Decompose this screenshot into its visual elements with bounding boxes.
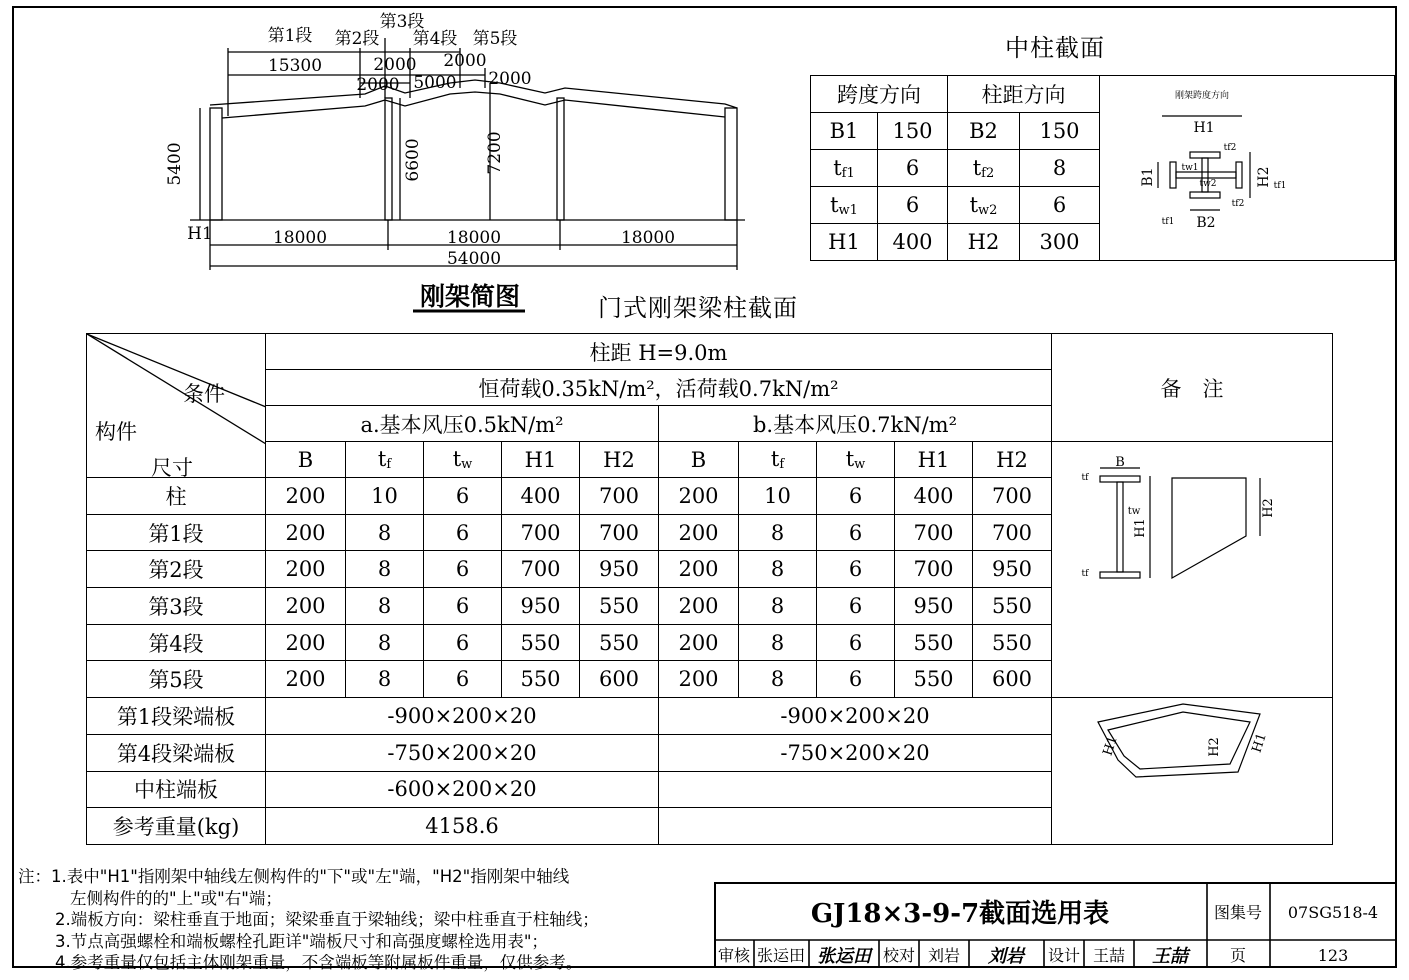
cell: 600 [973,661,1052,698]
cell: 700 [502,551,580,588]
cell: 6 [424,624,502,661]
mc-tf2-value: 8 [1020,150,1100,187]
dim-2000-b: 2000 [443,51,487,71]
cell: 6 [817,514,895,551]
endplate-sketch [1088,702,1288,792]
dim-5000: 5000 [413,73,457,93]
main-table-title: 门式刚架梁柱截面 [598,294,798,322]
cell: 550 [580,588,659,625]
cell: 200 [659,551,739,588]
mc-tw2-value: 6 [1020,187,1100,224]
header-spacing-direction: 柱距方向 [948,76,1100,113]
col-header: H1 [502,442,580,478]
sketch-tf-top: tf [1081,473,1089,483]
header-condition: 条件 [183,382,225,406]
cell: 550 [580,624,659,661]
row-label-segment-3: 第3段 [87,588,266,625]
reviewer-signature: 张运田 [817,946,871,967]
bay-1-dim: 18000 [272,228,328,248]
cell: 700 [895,551,973,588]
wind-b-header: b.基本风压0.7kN/m² [659,406,1052,442]
base-label-h1: H1 [187,224,213,244]
empty-cell [659,808,1052,845]
title-block-grid [714,882,1397,968]
segment-5-label: 第5段 [472,29,518,49]
cell: 550 [973,624,1052,661]
middle-column-table [810,75,1395,261]
segment-2-label: 第2段 [334,29,380,49]
row-label-segment-2: 第2段 [87,551,266,588]
cell: 550 [895,661,973,698]
load-header: 恒荷载0.35kN/m²，活荷载0.7kN/m² [266,370,1052,406]
sketch-h2-remark: H2 [1261,498,1276,518]
note-line: 4.参考重量仅包括主体刚架重量，不含端板等附属板件重量，仅供参考。 [55,953,583,972]
col-header: tf [346,442,424,478]
sketch-b1: B1 [1140,167,1156,187]
row-label-seg1-endplate: 第1段梁端板 [87,698,266,735]
atlas-label: 图集号 [1213,903,1263,922]
col-header: H1 [895,442,973,478]
cell: 600 [580,661,659,698]
height-5400: 5400 [165,142,185,186]
remarks-section-sketch-cell [1052,442,1333,698]
frame-diagram [160,8,760,318]
middle-column-sketch [1130,82,1310,252]
col-header: H2 [580,442,659,478]
header-span-direction: 跨度方向 [811,76,948,113]
cell: 8 [346,514,424,551]
row-label-segment-5: 第5段 [87,661,266,698]
sketch-tf2: tf2 [1223,143,1237,153]
mc-b2-value: 150 [1020,113,1100,150]
cell: 8 [346,588,424,625]
mc-tw1-label: tw1 [811,187,878,224]
dim-2000-a: 2000 [373,55,417,75]
mc-tw2-label: tw2 [948,187,1020,224]
row-label-mid-column-plate: 中柱端板 [87,771,266,808]
cell: 550 [502,661,580,698]
cell: 6 [424,514,502,551]
cell: 200 [266,514,346,551]
cell: 8 [739,514,817,551]
cell: 950 [580,551,659,588]
cell: 10 [346,478,424,515]
cell: 200 [266,551,346,588]
cell: 6 [817,661,895,698]
cell: 550 [502,624,580,661]
mc-b1-value: 150 [878,113,948,150]
cell: 700 [895,514,973,551]
mc-tf1-value: 6 [878,150,948,187]
cell: 200 [659,478,739,515]
cell: 200 [266,478,346,515]
dim-15300: 15300 [267,56,323,76]
weight-value: 4158.6 [266,808,659,845]
table-row [87,698,1333,735]
cell: 200 [659,661,739,698]
bay-3-dim: 18000 [620,228,676,248]
sketch-tf1: tf1 [1161,217,1175,227]
height-6600: 6600 [403,138,423,182]
col-header: B [659,442,739,478]
middle-column-sketch-cell [1100,76,1395,261]
cell: 6 [817,624,895,661]
cell: 8 [739,661,817,698]
designer-name: 王喆 [1092,946,1126,965]
column-spacing-header: 柱距 H=9.0m [266,334,1052,370]
cell: 550 [973,588,1052,625]
cell: 200 [266,588,346,625]
cell: 950 [502,588,580,625]
cell: 700 [973,478,1052,515]
sketch-h1: H1 [1193,120,1215,136]
row-label-segment-4: 第4段 [87,624,266,661]
col-header: tw [817,442,895,478]
cell: 8 [739,551,817,588]
seg4-endplate-a: -750×200×20 [266,734,659,771]
cell: 700 [502,514,580,551]
cell: 8 [739,588,817,625]
sketch-caption: 刚架跨度方向 [1174,91,1230,101]
cell: 10 [739,478,817,515]
cell: 400 [895,478,973,515]
segment-4-label: 第4段 [412,29,458,49]
page-number: 123 [1317,946,1349,965]
mc-h2-label: H2 [948,224,1020,261]
segment-1-label: 第1段 [267,26,313,46]
mc-tw1-value: 6 [878,187,948,224]
note-line: 2.端板方向：梁柱垂直于地面；梁梁垂直于梁轴线；梁中柱垂直于柱轴线； [55,910,599,929]
cell: 700 [973,514,1052,551]
beam-section-sketch [1060,456,1330,606]
frame-diagram-caption: 刚架简图 [419,282,521,311]
check-label: 校对 [882,946,916,965]
cell: 6 [424,478,502,515]
empty-cell [659,771,1052,808]
cell: 8 [346,661,424,698]
cell: 200 [659,514,739,551]
designer-signature: 王喆 [1152,946,1188,967]
atlas-number: 07SG518-4 [1287,903,1379,922]
note-line: 注：1.表中"H1"指刚架中轴线左侧构件的"下"或"左"端，"H2"指刚架中轴线 [18,867,570,886]
cell: 8 [346,624,424,661]
remarks-header: 备 注 [1052,334,1333,442]
cell: 200 [266,624,346,661]
page-label: 页 [1229,946,1247,965]
height-7200: 7200 [485,131,505,175]
seg1-endplate-a: -900×200×20 [266,698,659,735]
sketch-tf2-bottom: tf2 [1231,199,1245,209]
mc-h1-value: 400 [878,224,948,261]
sketch-tw1: tw1 [1181,163,1199,173]
total-span-dim: 54000 [446,249,502,269]
dim-2000-c: 2000 [356,75,400,95]
remarks-endplate-sketch-cell [1052,698,1333,845]
cell: 6 [817,478,895,515]
bay-2-dim: 18000 [446,228,502,248]
cell: 950 [973,551,1052,588]
section-selection-table [86,333,1333,845]
cell: 200 [659,624,739,661]
col-header: H2 [973,442,1052,478]
sketch-h2: H2 [1256,166,1272,188]
cell: 6 [817,588,895,625]
cell: 700 [580,514,659,551]
sketch-tf1-right: tf1 [1273,181,1287,191]
dim-2000-d: 2000 [488,69,532,89]
mc-b2-label: B2 [948,113,1020,150]
sketch-b2: B2 [1196,215,1216,231]
middle-column-title: 中柱截面 [1005,34,1105,62]
endplate-h2: H2 [1207,737,1222,757]
sketch-b: B [1115,456,1125,470]
note-line: 3.节点高强螺栓和端板螺栓孔距详"端板尺寸和高强度螺栓选用表"； [55,931,548,951]
note-line: 左侧构件的的"上"或"右"端； [70,888,282,908]
checker-signature: 刘岩 [988,946,1024,967]
sketch-tw: tw [1127,506,1141,517]
sketch-tf-bottom: tf [1081,569,1089,579]
cell: 950 [895,588,973,625]
endplate-h1-right: H1 [1249,731,1270,755]
cell: 6 [424,551,502,588]
header-member: 构件 [95,420,137,444]
row-label-column: 柱 [87,478,266,515]
notes-block [18,866,718,974]
review-label: 审核 [717,946,751,965]
col-header: B [266,442,346,478]
row-label-weight: 参考重量(kg) [87,808,266,845]
cell: 400 [502,478,580,515]
checker-name: 刘岩 [927,946,961,965]
row-label-segment-1: 第1段 [87,514,266,551]
reviewer-name: 张运田 [756,946,806,965]
mid-column-plate-value: -600×200×20 [266,771,659,808]
seg4-endplate-b: -750×200×20 [659,734,1052,771]
header-size: 尺寸 [151,456,193,480]
segment-3-label: 第3段 [379,12,425,32]
endplate-h1-left: H1 [1100,734,1121,758]
cell: 6 [424,588,502,625]
cell: 200 [659,588,739,625]
col-header: tf [739,442,817,478]
cell: 6 [424,661,502,698]
row-label-seg4-endplate: 第4段梁端板 [87,734,266,771]
wind-a-header: a.基本风压0.5kN/m² [266,406,659,442]
cell: 8 [739,624,817,661]
mc-b1-label: B1 [811,113,878,150]
cell: 200 [266,661,346,698]
seg1-endplate-b: -900×200×20 [659,698,1052,735]
sketch-h1-remark: H1 [1133,518,1148,538]
design-label: 设计 [1047,946,1081,965]
title-block [714,882,1397,968]
mc-h1-label: H1 [811,224,878,261]
mc-tf1-label: tf1 [811,150,878,187]
cell: 550 [895,624,973,661]
corner-header-cell [87,334,266,478]
drawing-title: GJ18×3-9-7截面选用表 [810,899,1110,929]
mc-h2-value: 300 [1020,224,1100,261]
cell: 8 [346,551,424,588]
cell: 6 [817,551,895,588]
mc-tf2-label: tf2 [948,150,1020,187]
col-header: tw [424,442,502,478]
sketch-tw2: tw2 [1199,179,1217,189]
cell: 700 [580,478,659,515]
